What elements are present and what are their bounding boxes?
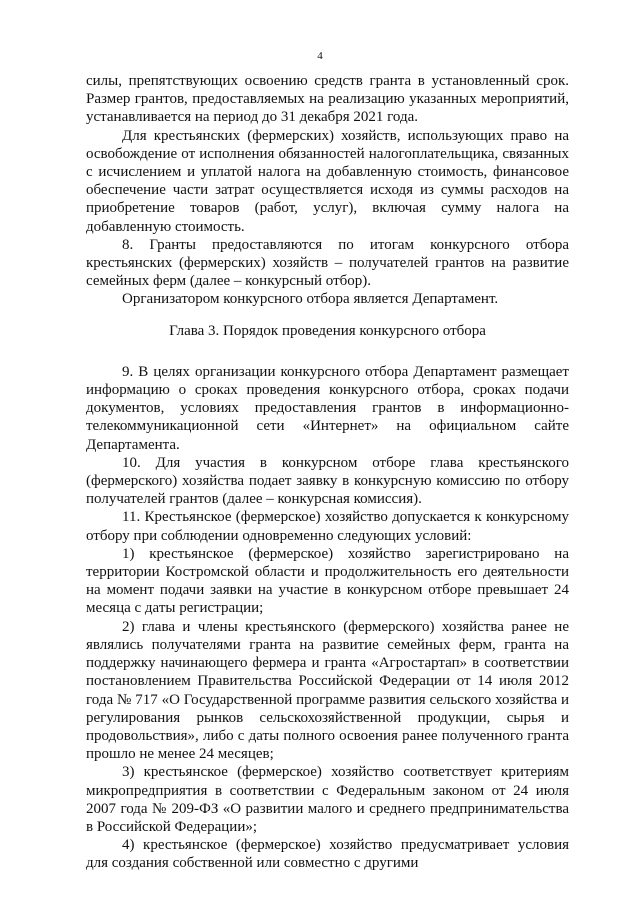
document-body — [86, 72, 569, 873]
paragraph: 8. Гранты предоставляются по итогам конкурсного отбора крестьянских (фермерских) хозяйств – получателей грантов на развитие семейных ферм (далее – конкурсный отбор). — [86, 236, 569, 290]
paragraph: 11. Крестьянское (фермерское) хозяйство допускается к конкурсному отбору при соблюдении одновременно следующих условий: — [86, 509, 569, 544]
paragraph: Для крестьянских (фермерских) хозяйств, использующих право на освобождение от исполнения обязанностей налогоплательщика, связанных с исчислением и уплатой налога на добавленную стоимость, финансовое обеспечение части затрат осуществляется исходя из суммы расходов на приобретение товаров (работ, услуг), включая сумму налога на добавленную стоимость. — [86, 127, 569, 235]
paragraph: силы, препятствующих освоению средств гранта в установленный срок. Размер грантов, предоставляемых на реализацию указанных мероприятий, устанавливается на период до 31 декабря 2021 года. — [86, 73, 569, 126]
paragraph: 10. Для участия в конкурсном отборе глава крестьянского (фермерского) хозяйства подает заявку в конкурсную комиссию по отбору получателей грантов (далее – конкурсная комиссия). — [86, 454, 569, 508]
list-item: 3) крестьянское (фермерское) хозяйство соответствует критериям микропредприятия в соответствии с Федеральным законом от 24 июля 2007 года № 209-ФЗ «О развитии малого и среднего предпринимательства в Российской Федерации»; — [86, 764, 569, 835]
list-item: 2) глава и члены крестьянского (фермерского) хозяйства ранее не являлись получателями гранта на развитие семейных ферм, гранта на поддержку начинающего фермера и гранта «Агростартап» в соответствии постановлением Правительства Российской Федерации от 14 июля 2012 года № 717 «О Государственной программе развития сельского хозяйства и регулирования рынков сельскохозяйственной продукции, сырья и продовольствия», либо с даты полного освоения ранее полученного гранта прошло не менее 24 месяцев; — [86, 618, 569, 763]
list-item: 1) крестьянское (фермерское) хозяйство зарегистрировано на территории Костромской области и продолжительность его деятельности на момент подачи заявки на участие в конкурсном отборе превышает 24 месяца с даты регистрации; — [86, 545, 569, 617]
list-item: 4) крестьянское (фермерское) хозяйство предусматривает условия для создания собственной или совместно с другими — [86, 837, 569, 872]
chapter-heading: Глава 3. Порядок проведения конкурсного отбора — [169, 322, 486, 339]
page-number: 4 — [317, 50, 323, 62]
paragraph: Организатором конкурсного отбора является Департамент. — [122, 291, 499, 308]
paragraph: 9. В целях организации конкурсного отбора Департамент размещает информацию о сроках проведения конкурсного отбора, сроках подачи документов, условиях предоставления грантов в информационно-телекоммуникационной сети «Интернет» на официальном сайте Департамента. — [86, 363, 569, 453]
